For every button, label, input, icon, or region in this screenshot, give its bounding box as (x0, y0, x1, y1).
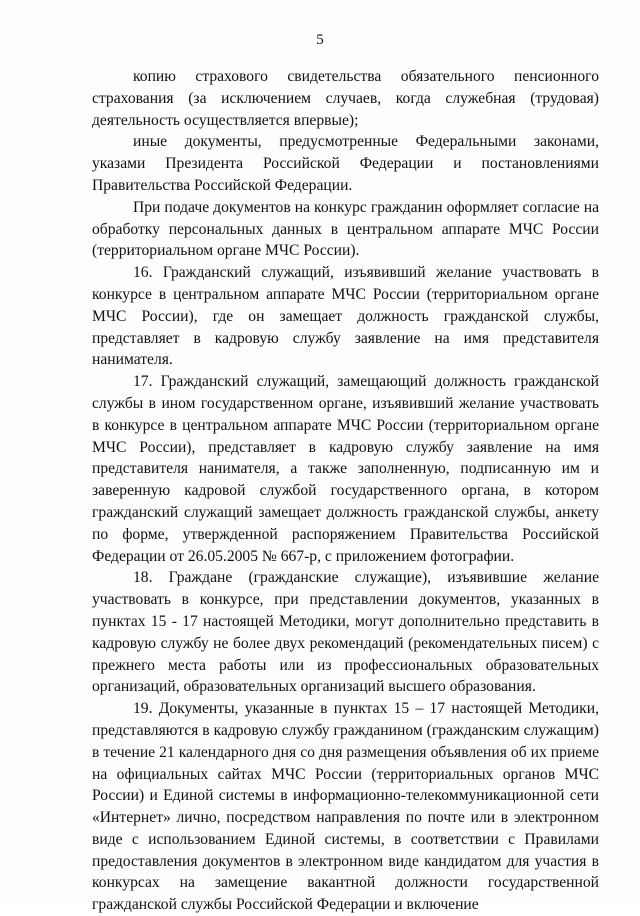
paragraph-other-documents: иные документы, предусмотренные Федеральными законами, указами Президента Российской Федерации и постановлениями Правительства Российской Федерации. (92, 133, 599, 194)
paragraph-17: 17. Гражданский служащий, замещающий должность гражданской службы в ином государственном органе, изъявивший желание участвовать в конкурсе в центральном аппарате МЧС России (территориальном органе МЧС России), представляет в кадровую службу заявление на имя представителя нанимателя, а также заполненную, подписанную им и заверенную кадровой службой государственного органа, в котором гражданский служащий замещает должность гражданской службы, анкету по форме, утвержденной распоряжением Правительства Российской Федерации от 26.05.2005 № 667-р, с приложением фотографии. (92, 373, 599, 565)
page-number: 5 (316, 32, 324, 48)
paragraph-insurance-certificate: копию страхового свидетельства обязательного пенсионного страхования (за исключением случаев, когда служебная (трудовая) деятельность осуществляется впервые); (92, 68, 599, 129)
paragraph-personal-data-consent: При подаче документов на конкурс гражданин оформляет согласие на обработку персональных данных в центральном аппарате МЧС России (территориальном органе МЧС России). (92, 198, 599, 260)
paragraph-18: 18. Граждане (гражданские служащие), изъявившие желание участвовать в конкурсе, при представлении документов, указанных в пунктах 15 - 17 настоящей Методики, могут дополнительно представить в кадровую службу не более двух рекомендаций (рекомендательных писем) с прежнего места работы или из профессиональных образовательных организаций, образовательных организаций высшего образования. (92, 569, 599, 696)
document-body (92, 66, 599, 916)
paragraph-19: 19. Документы, указанные в пунктах 15 – 17 настоящей Методики, представляются в кадровую службу гражданином (гражданским служащим) в течение 21 календарного дня со дня размещения объявления об их приеме на официальных сайтах МЧС России (территориальных органов МЧС России) и Единой системы в информационно-телекоммуникационной сети «Интернет» лично, посредством направления по почте или в электронном виде с использованием Единой системы, в соответствии с Правилами предоставления документов в электронном виде кандидатом для участия в конкурсах на замещение вакантной должности государственной гражданской службы Российской Федерации и включение (92, 700, 599, 914)
paragraph-16: 16. Гражданский служащий, изъявивший желание участвовать в конкурсе в центральном аппарате МЧС России (территориальном органе МЧС России), где он замещает должность гражданской службы, представляет в кадровую службу заявление на имя представителя нанимателя. (92, 264, 599, 369)
